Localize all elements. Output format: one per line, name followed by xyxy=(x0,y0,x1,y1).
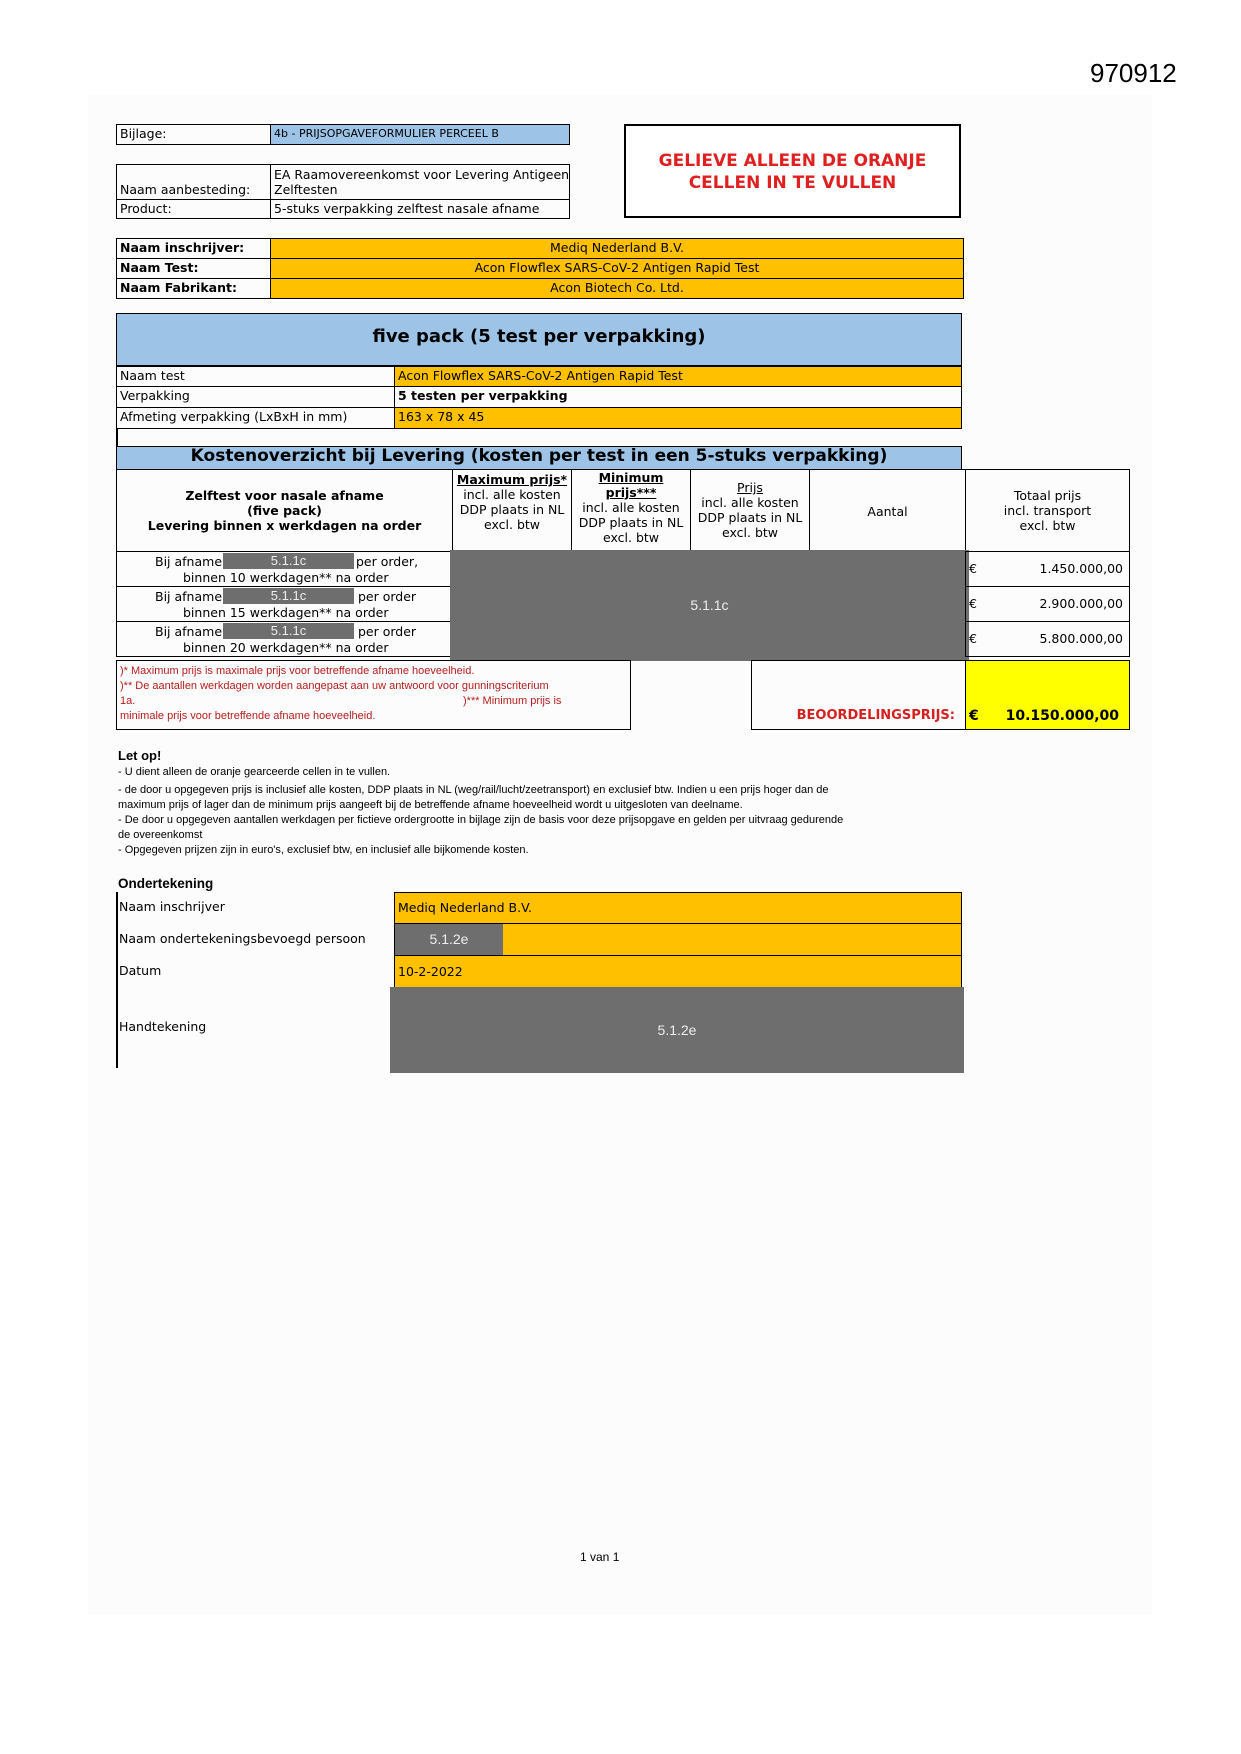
signing-date-label: Datum xyxy=(119,963,162,978)
col-min-line1: incl. alle kosten xyxy=(582,500,680,515)
footnote-3a: 1a. xyxy=(120,695,136,707)
col-totaal-line1: Totaal prijs xyxy=(1013,488,1082,503)
pack-afmeting-label: Afmeting verpakking (LxBxH in mm) xyxy=(116,407,395,429)
costs-title: Kostenoverzicht bij Levering (kosten per test in een 5-stuks verpakking) xyxy=(116,446,962,470)
row3-post: per order xyxy=(358,624,417,639)
pack-afmeting-value: 163 x 78 x 45 xyxy=(394,407,962,429)
footnote-1: )* Maximum prijs is maximale prijs voor betreffende afname hoeveelheid. xyxy=(120,665,475,677)
pack-naam-test-label: Naam test xyxy=(116,366,395,387)
five-pack-title: five pack (5 test per verpakking) xyxy=(116,313,962,366)
aanbesteding-label: Naam aanbesteding: xyxy=(116,164,271,200)
row2-currency: € xyxy=(969,596,977,611)
row1-currency: € xyxy=(969,561,977,576)
orange-cells-notice xyxy=(624,124,961,218)
let-op-line: - De door u opgegeven aantallen werkdagen per fictieve ordergrootte in bijlage zijn de basis voor deze prijsopgave en gelden per uitvraag gedurende xyxy=(118,814,844,826)
col-max-line2: DDP plaats in NL xyxy=(459,502,565,517)
col-max-line3: excl. btw xyxy=(484,517,540,532)
signing-title: Ondertekening xyxy=(118,876,214,891)
col-totaal-line2: incl. transport xyxy=(1003,503,1092,518)
row3-total-value: 5.800.000,00 xyxy=(1039,631,1123,646)
row3-quantity-redacted: 5.1.1c xyxy=(223,623,354,639)
col-header-min xyxy=(571,469,691,552)
test-value: Acon Flowflex SARS-CoV-2 Antigen Rapid Test xyxy=(270,258,964,279)
row1-quantity-redacted: 5.1.1c xyxy=(223,553,354,569)
table-row xyxy=(116,551,453,587)
row3-pre: Bij afname xyxy=(155,624,223,639)
let-op-section xyxy=(118,748,978,858)
row2-total-value: 2.900.000,00 xyxy=(1039,596,1123,611)
col-header-aantal: Aantal xyxy=(809,469,966,552)
let-op-line: maximum prijs of lager dan de minimum prijs aangeeft bij de betreffende afname hoeveelheid wordt u uitgesloten van deelname. xyxy=(118,799,743,811)
row1-total-value: 1.450.000,00 xyxy=(1039,561,1123,576)
table-row xyxy=(116,586,453,622)
footnote-2: )** De aantallen werkdagen worden aangepast aan uw antwoord voor gunningscriterium xyxy=(120,680,549,692)
signing-signature-label: Handtekening xyxy=(119,1019,207,1034)
product-value: 5-stuks verpakking zelftest nasale afname xyxy=(270,199,570,219)
aanbesteding-value xyxy=(270,164,570,200)
aanbesteding-value-line1: EA Raamovereenkomst voor Levering Antigeen xyxy=(274,167,570,182)
notice-line1: GELIEVE ALLEEN DE ORANJE xyxy=(658,151,927,171)
signing-person-label: Naam ondertekeningsbevoegd persoon xyxy=(119,931,366,946)
col-prijs-line3: excl. btw xyxy=(722,525,778,540)
pack-verpakking-label: Verpakking xyxy=(116,386,395,408)
col-totaal-line3: excl. btw xyxy=(1019,518,1076,533)
divider xyxy=(116,428,118,446)
row3-total xyxy=(965,621,1130,657)
fabrikant-label: Naam Fabrikant: xyxy=(116,278,271,299)
row1-total xyxy=(965,551,1130,587)
signing-date-value: 10-2-2022 xyxy=(394,955,962,988)
col-header-prijs xyxy=(690,469,810,552)
signing-name-value: Mediq Nederland B.V. xyxy=(394,892,962,924)
row2-quantity-redacted: 5.1.1c xyxy=(223,588,354,604)
bijlage-value: 4b - PRIJSOPGAVEFORMULIER PERCEEL B xyxy=(270,124,570,145)
footnote-3b: )*** Minimum prijs is xyxy=(463,695,562,707)
document-number: 970912 xyxy=(1090,58,1177,88)
bijlage-label: Bijlage: xyxy=(116,124,271,145)
col-header-max xyxy=(452,469,572,552)
col-prijs-line1: incl. alle kosten xyxy=(701,495,799,510)
let-op-line: de overeenkomst xyxy=(118,829,203,841)
row2-pre: Bij afname xyxy=(155,589,223,604)
fabrikant-value: Acon Biotech Co. Ltd. xyxy=(270,278,964,299)
footnote-4: minimale prijs voor betreffende afname hoeveelheid. xyxy=(120,710,376,722)
price-footnotes xyxy=(116,660,631,730)
let-op-line: - U dient alleen de oranje gearceerde cellen in te vullen. xyxy=(118,766,391,778)
col-max-title: Maximum prijs* xyxy=(456,472,568,487)
let-op-title: Let op! xyxy=(118,748,162,763)
notice-line2: CELLEN IN TE VULLEN xyxy=(688,173,897,193)
col-min-title2: prijs*** xyxy=(605,485,657,500)
page-footer: 1 van 1 xyxy=(580,1550,620,1564)
col-header-zelftest xyxy=(116,469,453,552)
row3-line2: binnen 20 werkdagen** na order xyxy=(183,640,389,655)
row1-pre: Bij afname xyxy=(155,554,223,569)
table-row xyxy=(116,621,453,657)
inschrijver-value: Mediq Nederland B.V. xyxy=(270,238,964,259)
row3-currency: € xyxy=(969,631,977,646)
let-op-line: - de door u opgegeven prijs is inclusief alle kosten, DDP plaats in NL (weg/rail/lucht/zeetransport) en exclusief btw. Indien u een prijs hoger dan de xyxy=(118,784,829,796)
row1-post: per order, xyxy=(356,554,419,569)
col-min-title1: Minimum xyxy=(598,470,664,485)
pack-naam-test-value: Acon Flowflex SARS-CoV-2 Antigen Rapid Test xyxy=(394,366,962,387)
col-zelftest-line3: Levering binnen x werkdagen na order xyxy=(147,518,422,533)
signing-left-border xyxy=(116,892,118,1068)
signature-redaction: 5.1.2e xyxy=(390,987,964,1073)
score-total xyxy=(965,660,1130,730)
col-min-line3: excl. btw xyxy=(603,530,659,545)
row2-line2: binnen 15 werkdagen** na order xyxy=(183,605,389,620)
score-label: BEOORDELINGSPRIJS: xyxy=(751,660,966,730)
col-header-totaal xyxy=(965,469,1130,552)
inschrijver-label: Naam inschrijver: xyxy=(116,238,271,259)
row2-post: per order xyxy=(358,589,417,604)
product-label: Product: xyxy=(116,199,271,219)
pack-verpakking-value: 5 testen per verpakking xyxy=(394,386,962,408)
col-zelftest-line1: Zelftest voor nasale afname xyxy=(185,488,384,503)
row1-line2: binnen 10 werkdagen** na order xyxy=(183,570,389,585)
col-zelftest-line2: (five pack) xyxy=(247,503,322,518)
aanbesteding-value-line2: Zelftesten xyxy=(274,182,338,197)
col-min-line2: DDP plaats in NL xyxy=(578,515,684,530)
score-currency: € xyxy=(969,708,979,724)
signing-person-redacted: 5.1.2e xyxy=(395,924,503,955)
row2-total xyxy=(965,586,1130,622)
signing-person-field xyxy=(394,923,962,956)
col-prijs-title: Prijs xyxy=(737,480,763,495)
score-value: 10.150.000,00 xyxy=(1005,708,1119,724)
let-op-line: - Opgegeven prijzen zijn in euro's, exclusief btw, en inclusief alle bijkomende kosten. xyxy=(118,844,529,856)
test-label: Naam Test: xyxy=(116,258,271,279)
price-redaction-block: 5.1.1c xyxy=(450,550,969,661)
signing-name-label: Naam inschrijver xyxy=(119,899,225,914)
col-max-line1: incl. alle kosten xyxy=(463,487,561,502)
col-prijs-line2: DDP plaats in NL xyxy=(697,510,803,525)
